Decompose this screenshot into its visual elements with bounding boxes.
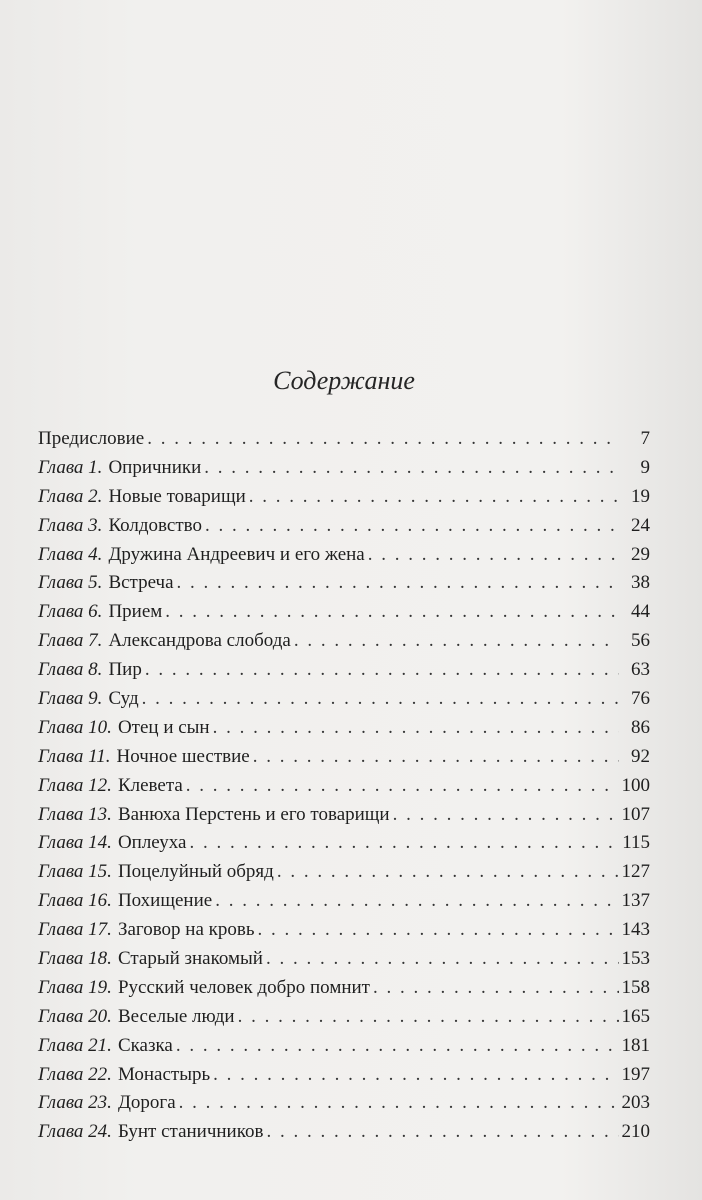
dot-leader [266,1118,618,1147]
dot-leader [215,887,618,916]
toc-entry-title: Ночное шествие [116,745,250,767]
dot-leader [238,1003,619,1032]
toc-entry [38,1061,650,1090]
toc-entry-chapter: Глава 17. [38,919,112,941]
dot-leader [186,772,619,801]
dot-leader [294,627,619,656]
dot-leader [213,714,619,743]
toc-entry [38,829,650,858]
toc-entry [38,916,650,945]
toc-entry [38,541,650,570]
toc-entry-page: 38 [631,572,650,594]
toc-entry-page: 127 [621,861,650,883]
dot-leader [266,945,619,974]
toc-entry-chapter: Глава 22. [38,1063,112,1085]
toc-entry-page: 44 [631,601,650,623]
dot-leader [205,512,619,541]
toc-entry-page: 76 [631,688,650,710]
toc-entry-page: 158 [621,976,650,998]
toc-entry-page: 100 [621,774,650,796]
toc-entry-page: 153 [621,948,650,970]
toc-entry-chapter: Глава 1. [38,456,103,478]
toc-title: Содержание [273,366,415,395]
toc-entry-page: 181 [621,1034,650,1056]
toc-entry-page: 197 [621,1063,650,1085]
dot-leader [165,598,619,627]
toc-entry-page: 56 [631,630,650,652]
toc-entry-chapter: Глава 23. [38,1092,112,1114]
dot-leader [142,685,619,714]
dot-leader [176,1032,619,1061]
dot-leader [253,743,619,772]
toc-entry-page: 92 [631,745,650,767]
toc-entry-chapter: Глава 3. [38,514,103,536]
toc-entry-title: Монастырь [117,1063,211,1085]
toc-entry-title: Прием [108,601,163,623]
toc-entry-page: 115 [622,832,650,854]
toc-entry-title: Поцелуйный обряд [117,861,274,883]
toc-entry-title: Русский человек добро помнит [117,976,370,998]
toc-entry-title: Дружина Андреевич и его жена [108,543,365,565]
toc-entry-title: Суд [108,688,139,710]
toc-entry-chapter: Глава 19. [38,976,112,998]
toc-entry-page: 137 [621,890,650,912]
dot-leader [179,1089,619,1118]
dot-leader [204,454,619,483]
toc-entry-page: 24 [631,514,650,536]
dot-leader [393,801,619,830]
toc-entry-title: Предисловие [38,428,145,449]
table-of-contents [38,365,650,1147]
toc-entry-chapter: Глава 5. [38,572,103,594]
dot-leader [177,569,619,598]
toc-entry [38,801,650,830]
toc-entry [38,425,650,454]
toc-entry [38,858,650,887]
toc-entry-chapter: Глава 13. [38,803,112,825]
toc-entry [38,598,650,627]
toc-entry-chapter: Глава 18. [38,948,112,970]
toc-entry-page: 86 [631,716,650,738]
toc-entry [38,743,650,772]
toc-entry [38,512,650,541]
dot-leader [368,541,619,570]
toc-entry-title: Александрова слобода [108,630,291,652]
toc-entry [38,1089,650,1118]
dot-leader [147,425,619,454]
toc-entry [38,1118,650,1147]
dot-leader [258,916,619,945]
dot-leader [277,858,619,887]
toc-entry [38,483,650,512]
dot-leader [189,829,619,858]
toc-entry-page: 143 [621,919,650,941]
toc-entry-chapter: Глава 2. [38,485,103,507]
toc-entry [38,945,650,974]
toc-entry-title: Опричники [108,456,202,478]
toc-entry-chapter: Глава 8. [38,659,103,681]
toc-entry-title: Клевета [117,774,183,796]
toc-entry-page: 210 [621,1121,650,1143]
toc-entry-title: Похищение [117,890,213,912]
toc-entry-chapter: Глава 12. [38,774,112,796]
toc-entry [38,714,650,743]
toc-entry-page: 203 [621,1092,650,1114]
toc-entry-title: Сказка [117,1034,173,1056]
toc-entry [38,887,650,916]
toc-entry [38,772,650,801]
dot-leader [249,483,619,512]
toc-entry-title: Оплеуха [117,832,187,854]
toc-entry-chapter: Глава 16. [38,890,112,912]
toc-entry-page: 29 [631,543,650,565]
toc-entry-chapter: Глава 14. [38,832,112,854]
toc-entry-chapter: Глава 20. [38,1005,112,1027]
toc-entry-chapter: Глава 4. [38,543,103,565]
toc-entry-page: 9 [640,456,650,478]
toc-entry-title: Старый знакомый [117,948,263,970]
toc-entry-page: 63 [631,659,650,681]
toc-entry-chapter: Глава 11. [38,745,111,767]
toc-entry-title: Ванюха Перстень и его товарищи [117,803,390,825]
toc-entry-title: Новые товарищи [108,485,246,507]
toc-entry-chapter: Глава 21. [38,1034,112,1056]
toc-entry-title: Встреча [108,572,174,594]
toc-entries [38,425,650,1147]
toc-entry [38,974,650,1003]
toc-entry-title: Отец и сын [117,716,210,738]
toc-entry [38,569,650,598]
toc-entry-title: Дорога [117,1092,176,1114]
toc-entry-chapter: Глава 9. [38,688,103,710]
toc-entry [38,1032,650,1061]
toc-entry-title: Пир [108,659,142,681]
toc-entry-page: 7 [640,428,650,449]
toc-entry-chapter: Глава 24. [38,1121,112,1143]
toc-entry [38,685,650,714]
toc-entry [38,1003,650,1032]
toc-entry-page: 107 [621,803,650,825]
dot-leader [213,1061,618,1090]
dot-leader [373,974,619,1003]
toc-entry [38,454,650,483]
toc-entry-title: Веселые люди [117,1005,235,1027]
toc-entry-page: 19 [631,485,650,507]
toc-entry [38,656,650,685]
toc-entry-page: 165 [621,1005,650,1027]
dot-leader [145,656,619,685]
toc-entry-chapter: Глава 10. [38,716,112,738]
toc-entry [38,627,650,656]
toc-entry-title: Заговор на кровь [117,919,255,941]
toc-entry-title: Бунт станичников [117,1121,264,1143]
toc-entry-chapter: Глава 6. [38,601,103,623]
toc-entry-title: Колдовство [108,514,202,536]
toc-entry-chapter: Глава 7. [38,630,103,652]
toc-entry-chapter: Глава 15. [38,861,112,883]
